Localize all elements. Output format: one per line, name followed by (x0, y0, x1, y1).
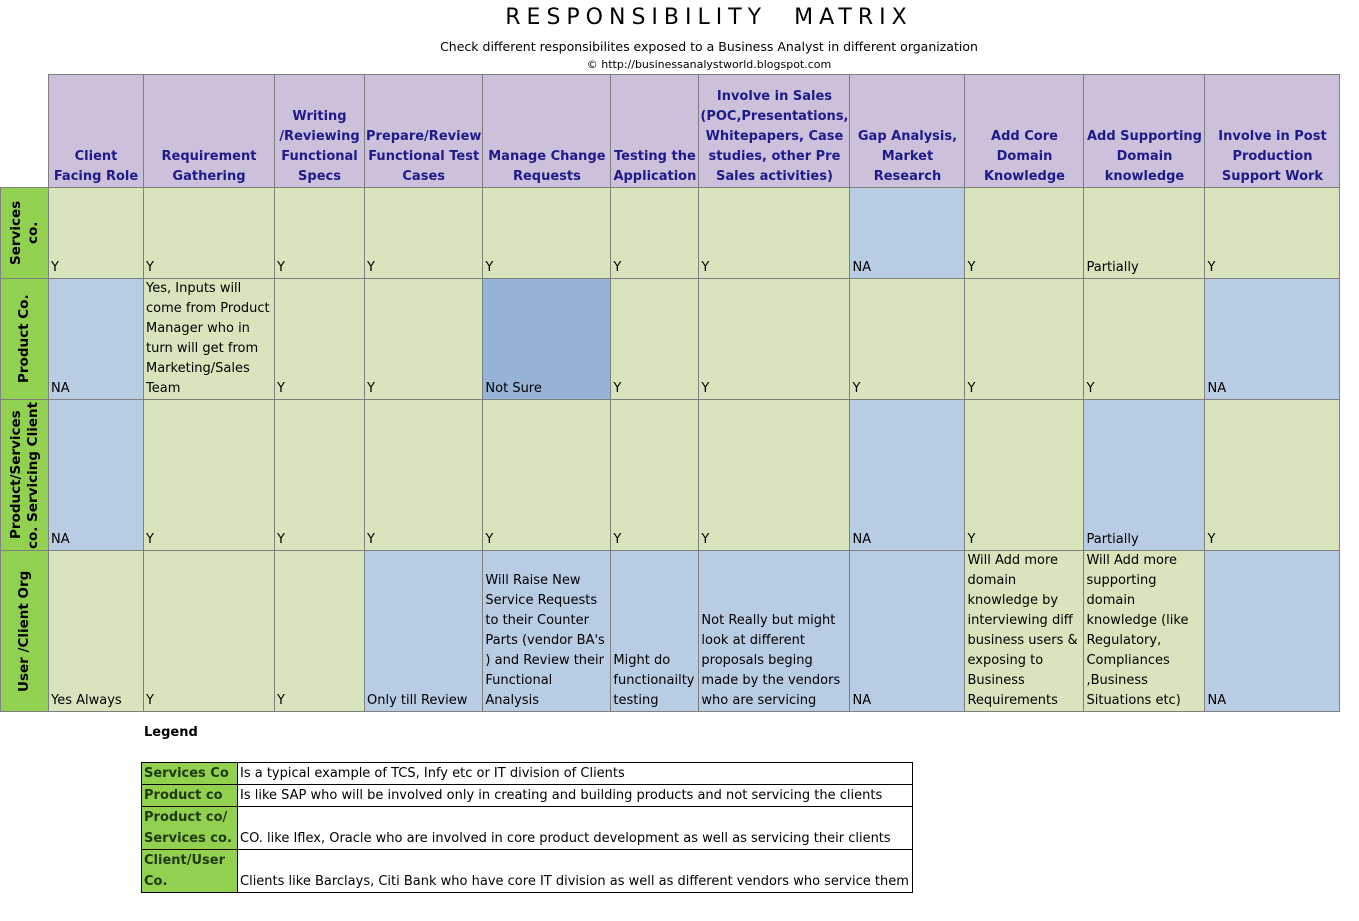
matrix-cell: Y (365, 188, 483, 279)
page-subtitle: Check different responsibilites exposed to a Business Analyst in different organization (440, 39, 978, 54)
matrix-cell: Partially (1084, 400, 1205, 551)
matrix-cell: NA (850, 400, 965, 551)
matrix-cell: Y (275, 551, 365, 712)
matrix-cell: Y (699, 188, 850, 279)
matrix-cell: NA (850, 188, 965, 279)
matrix-cell: Y (699, 279, 850, 400)
matrix-cell: Not Sure (483, 279, 611, 400)
matrix-cell: Y (1205, 188, 1340, 279)
matrix-cell: Y (1084, 279, 1205, 400)
header-row (1, 75, 1340, 188)
responsibility-matrix-table (0, 74, 1340, 712)
col-header-gap-analysis: Gap Analysis, Market Research (850, 75, 965, 188)
col-header-core-domain: Add Core Domain Knowledge (965, 75, 1084, 188)
legend-desc: Clients like Barclays, Citi Bank who have core IT division as well as different vendors who service them (238, 850, 913, 893)
matrix-cell: NA (1205, 279, 1340, 400)
matrix-cell: Y (144, 400, 275, 551)
matrix-cell: Not Really but might look at different proposals beging made by the vendors who are servicing (699, 551, 850, 712)
legend-key: Services Co (142, 763, 238, 785)
row-header-product-services: Product/Services co. Servicing Client (1, 400, 49, 551)
legend-row (142, 807, 913, 850)
page-title: RESPONSIBILITY MATRIX (505, 5, 913, 30)
matrix-cell: NA (850, 551, 965, 712)
matrix-cell: Yes Always (49, 551, 144, 712)
matrix-cell: Y (1205, 400, 1340, 551)
matrix-cell: Y (365, 279, 483, 400)
matrix-cell: Y (965, 279, 1084, 400)
legend-row (142, 785, 913, 807)
matrix-cell: Partially (1084, 188, 1205, 279)
matrix-cell: Y (275, 400, 365, 551)
legend-desc: Is a typical example of TCS, Infy etc or IT division of Clients (238, 763, 913, 785)
matrix-cell: Will Add more supporting domain knowledge (like Regulatory, Compliances ,Business Situations etc) (1084, 551, 1205, 712)
table-row (1, 551, 1340, 712)
matrix-cell: Y (144, 551, 275, 712)
matrix-cell: Might do functionailty testing (611, 551, 699, 712)
matrix-cell: Only till Review (365, 551, 483, 712)
row-header-product: Product Co. (1, 279, 49, 400)
col-header-functional-specs: Writing /Reviewing Functional Specs (275, 75, 365, 188)
col-header-functional-test-cases: Prepare/Review Functional Test Cases (365, 75, 483, 188)
matrix-cell: NA (49, 279, 144, 400)
col-header-post-production: Involve in Post Production Support Work (1205, 75, 1340, 188)
matrix-cell: Y (275, 279, 365, 400)
matrix-cell: Y (611, 279, 699, 400)
matrix-cell: Y (965, 400, 1084, 551)
matrix-cell: Y (611, 400, 699, 551)
row-header-user-client: User /Client Org (1, 551, 49, 712)
col-header-client-facing: Client Facing Role (49, 75, 144, 188)
corner-cell (1, 75, 49, 188)
legend-key: Product co (142, 785, 238, 807)
table-row (1, 188, 1340, 279)
legend-row (142, 763, 913, 785)
matrix-cell: Y (144, 188, 275, 279)
matrix-cell: Y (483, 188, 611, 279)
matrix-cell: Y (850, 279, 965, 400)
legend-desc: Is like SAP who will be involved only in creating and building products and not servicing the clients (238, 785, 913, 807)
col-header-supporting-domain: Add Supporting Domain knowledge (1084, 75, 1205, 188)
col-header-testing: Testing the Application (611, 75, 699, 188)
matrix-cell: Will Add more domain knowledge by interviewing diff business users & exposing to Business Requirements (965, 551, 1084, 712)
col-header-requirement-gathering: Requirement Gathering (144, 75, 275, 188)
legend-title: Legend (144, 725, 198, 740)
table-row (1, 400, 1340, 551)
matrix-cell: NA (49, 400, 144, 551)
legend-row (142, 850, 913, 893)
table-row (1, 279, 1340, 400)
copyright-text: © http://businessanalystworld.blogspot.com (586, 58, 832, 71)
matrix-cell: Y (483, 400, 611, 551)
matrix-cell: Y (275, 188, 365, 279)
legend-desc: CO. like Iflex, Oracle who are involved in core product development as well as servicing their clients (238, 807, 913, 850)
matrix-cell: Yes, Inputs will come from Product Manager who in turn will get from Marketing/Sales Team (144, 279, 275, 400)
matrix-cell: Will Raise New Service Requests to their Counter Parts (vendor BA's ) and Review their Functional Analysis (483, 551, 611, 712)
matrix-cell: Y (365, 400, 483, 551)
col-header-change-requests: Manage Change Requests (483, 75, 611, 188)
matrix-cell: Y (611, 188, 699, 279)
matrix-cell: NA (1205, 551, 1340, 712)
row-header-services: Services co. (1, 188, 49, 279)
matrix-cell: Y (49, 188, 144, 279)
legend-table (141, 762, 913, 893)
legend-key: Product co/ Services co. (142, 807, 238, 850)
legend-key: Client/User Co. (142, 850, 238, 893)
matrix-cell: Y (699, 400, 850, 551)
matrix-cell: Y (965, 188, 1084, 279)
col-header-sales: Involve in Sales (POC,Presentations, Whitepapers, Case studies, other Pre Sales activities) (699, 75, 850, 188)
